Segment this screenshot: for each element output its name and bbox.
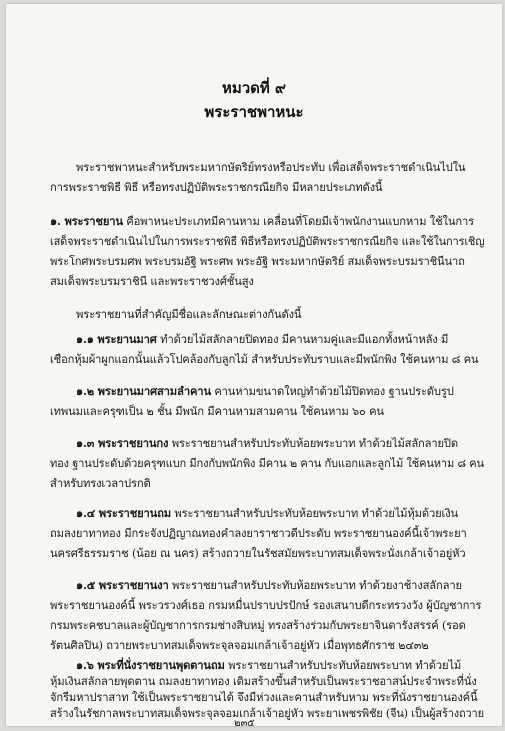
page-number: ๒๓๕	[234, 718, 255, 729]
item-paragraph-line: พระราชยานองค์นี้ พระวรวงศ์เธอ กรมหมื่นปราบปรปักษ์ รองเสนาบดีกระทรวงวัง ผู้บัญชาการ	[50, 599, 482, 612]
chapter-title: พระราชพาหนะ	[204, 103, 304, 121]
section-heading: ๑. พระราชยาน	[50, 214, 123, 228]
item-paragraph-line: ๑.๓ พระราชยานกง พระราชยานสำหรับประทับห้อยพระบาท ทำด้วยไม้สลักลายปิด	[76, 436, 458, 450]
item-paragraph-line: ทอง ฐานประดับด้วยครุฑแบก มีกงกับพนักพิง มีคาน ๒ คาน กับแอกและลูกไม้ ใช้คนหาม ๘ คน	[50, 457, 484, 470]
item-paragraph-line: หุ้มเงินสลักลายพุดตาน ถมลงยาทาทอง เดิมสร้างขึ้นสำหรับเป็นพระราชอาสน์ประจำพระที่นั่ง	[50, 675, 477, 688]
item-paragraph-line: สำหรับทรงเวลาปรกติ	[50, 477, 151, 490]
section-paragraph-line: เสด็จพระราชดำเนินไปในการพระราชพิธี พิธีหรือทรงปฏิบัติพระราชกรณียกิจ และใช้ในการเชิญ	[50, 235, 485, 248]
item-heading: ๑.๓ พระราชยานกง	[76, 436, 169, 450]
item-paragraph-line: ๑.๔ พระราชยานถม พระราชยานสำหรับประทับห้อยพระบาท ทำด้วยไม้หุ้มด้วยเงิน	[76, 506, 458, 520]
section-paragraph-line: สมเด็จพระบรมราชินี และพระราชวงศ์ชั้นสูง	[50, 275, 254, 288]
item-heading: ๑.๑ พระยานมาศ	[76, 332, 157, 346]
section-paragraph-line: ๑. พระราชยาน คือพาหนะประเภทมีคานหาม เคลื่อนที่โดยมีเจ้าพนักงานแบกหาม ใช้ในการ	[50, 214, 474, 228]
item-paragraph-line: ถมลงยาทาทอง มีกระจังปฏิญาณทองคำลงยาราชาวดีประดับ พระราชยานองค์นี้เจ้าพระยา	[50, 527, 467, 540]
item-paragraph-line: ๑.๕ พระราชยานงา พระราชยานสำหรับประทับห้อยพระบาท ทำด้วยงาช้างสลักลาย	[76, 578, 462, 592]
item-paragraph-line: ๑.๒ พระยานมาศสามลำคาน คานหามขนาดใหญ่ทำด้วยไม้ปิดทอง ฐานประดับรูป	[76, 384, 454, 398]
item-heading: ๑.๕ พระราชยานงา	[76, 578, 169, 592]
item-heading: ๑.๔ พระราชยานถม	[76, 506, 172, 520]
item-paragraph-line: ๑.๖ พระที่นั่งราชยานพุดตานถม พระราชยานสำหรับประทับห้อยพระบาท ทำด้วยไม้	[76, 658, 462, 672]
section-paragraph-line: พระโกศพระบรมศพ พระบรมอัฐิ พระศพ พระอัฐิ พระมหากษัตริย์ สมเด็จพระบรมราชินีนาถ	[50, 255, 465, 268]
item-paragraph-line: เชือกหุ้มผ้าผูกแอกนั้นแล้วโปคล้องกับลูกไม้ สำหรับประทับราบและมีพนักพิง ใช้คนหาม ๘ คน	[50, 353, 479, 366]
item-heading: ๑.๖ พระที่นั่งราชยานพุดตานถม	[76, 658, 225, 672]
item-paragraph-line: กรมพระคชบาลและผู้บัญชาการกรมช่างสิบหมู่ ทรงสร้างร่วมกับพระยาจินดารังสรรค์ (รอด	[50, 619, 466, 632]
item-heading: ๑.๒ พระยานมาศสามลำคาน	[76, 384, 211, 398]
intro-line: การพระราชพิธี พิธี หรือทรงปฏิบัติพระราชกรณียกิจ มีหลายประเภทดังนี้	[50, 181, 383, 194]
item-paragraph-line: เทพนมและครุฑเป็น ๒ ชั้น มีพนัก มีคานหามสามคาน ใช้คนหาม ๖๐ คน	[50, 405, 384, 418]
item-paragraph-line: ๑.๑ พระยานมาศ ทำด้วยไม้สลักลายปิดทอง มีคานหามคู่และมีแอกทั้งหน้าหลัง มี	[76, 332, 449, 346]
intro-line: พระราชพาหนะสำหรับพระมหากษัตริย์ทรงหรือประทับ เพื่อเสด็จพระราชดำเนินไปใน	[76, 161, 466, 174]
item-paragraph-line: สร้างในรัชกาลพระบาทสมเด็จพระจุลจอมเกล้าเจ้าอยู่หัว พระยาเพชรพิชัย (จีน) เป็นผู้สร้างถวาย	[50, 707, 484, 720]
document-page	[6, 4, 502, 729]
item-paragraph-line: จักรีมหาปราสาท ใช้เป็นพระราชยานได้ จึงมีห่วงและคานสำหรับหาม พระที่นั่งราชยานองค์นี้	[50, 691, 478, 704]
chapter-number: หมวดที่ ๙	[221, 79, 287, 97]
item-paragraph-line: นครศรีธรรมราช (น้อย ณ นคร) สร้างถวายในรัชสมัยพระบาทสมเด็จพระนั่งเกล้าเจ้าอยู่หัว	[50, 547, 466, 560]
sub-intro: พระราชยานที่สำคัญมีชื่อและลักษณะต่างกันดังนี้	[76, 308, 302, 321]
item-paragraph-line: รัตนศิลปิน) ถวายพระบาทสมเด็จพระจุลจอมเกล้าเจ้าอยู่หัว เมื่อพุทธศักราช ๒๔๓๒	[50, 639, 429, 652]
